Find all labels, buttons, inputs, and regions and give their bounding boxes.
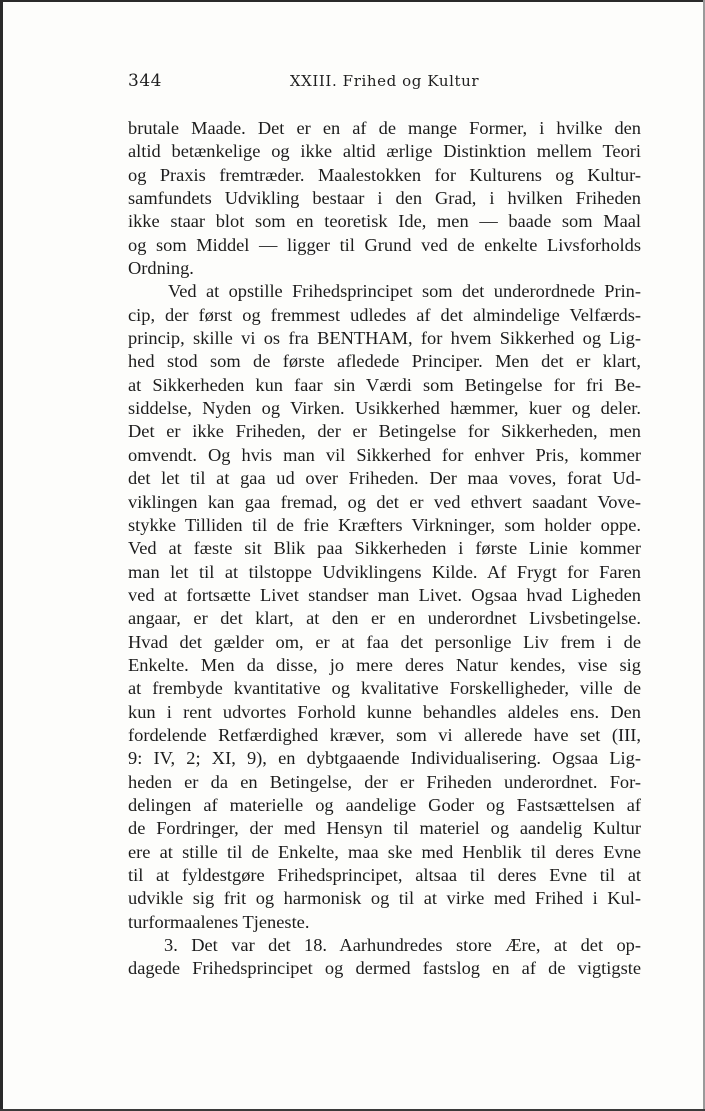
page-number: 344: [128, 71, 162, 91]
text-line: det let til at gaa ud over Friheden. Der maa voves, forat Ud-: [128, 468, 641, 489]
text-line: princip, skille vi os fra BENTHAM, for hvem Sikkerhed og Lig-: [128, 328, 641, 349]
text-line: samfundets Udvikling bestaar i den Grad, i hvilken Friheden: [128, 188, 641, 209]
text-line: cip, der først og fremmest udledes af det almindelige Velfærds-: [128, 304, 641, 325]
text-line: dagede Frihedsprincipet og dermed fastslog en af de vigtigste: [128, 958, 641, 979]
text-line: viklingen kan gaa fremad, og det er ved ethvert saadant Vove-: [128, 491, 641, 512]
text-line: ikke staar blot som en teoretisk Ide, men — baade som Maal: [128, 211, 641, 232]
text-line: Ved at opstille Frihedsprincipet som det underordnede Prin-: [168, 281, 641, 302]
text-line: omvendt. Og hvis man vil Sikkerhed for enhver Pris, kommer: [128, 444, 641, 465]
text-line: Ordning.: [128, 258, 194, 279]
text-line: ved at fortsætte Livet standser man Livet. Ogsaa hvad Ligheden: [128, 584, 641, 605]
text-line: delingen af materielle og aandelige Goder og Fastsættelsen af: [128, 794, 641, 815]
text-line: til at fyldestgøre Frihedsprincipet, altsaa til deres Evne til at: [128, 865, 641, 885]
scan-edge-left: [0, 0, 3, 1111]
page-header: [128, 71, 641, 97]
body-text: [128, 117, 641, 981]
text-line: hed stod som de første afledede Principer. Men det er klart,: [128, 351, 641, 372]
text-line: at Sikkerheden kun faar sin Værdi som Betingelse for fri Be-: [128, 374, 641, 395]
text-line: man let til at tilstoppe Udviklingens Kilde. Af Frygt for Faren: [128, 561, 641, 582]
text-line: udvikle sig frit og harmonisk og til at virke med Frihed i Kul-: [128, 888, 641, 909]
text-line: stykke Tilliden til de frie Kræfters Virkninger, som holder oppe.: [128, 514, 641, 535]
text-line: brutale Maade. Det er en af de mange Former, i hvilke den: [128, 118, 641, 138]
text-line: at frembyde kvantitative og kvalitative Forskelligheder, ville de: [128, 678, 641, 699]
text-line: Ved at fæste sit Blik paa Sikkerheden i første Linie kommer: [128, 538, 641, 559]
text-line: Enkelte. Men da disse, jo mere deres Natur kendes, vise sig: [128, 654, 641, 675]
text-line: 3. Det var det 18. Aarhundredes store Ære, at det op-: [164, 935, 641, 956]
text-line: heden er da en Betingelse, der er Friheden underordnet. For-: [128, 771, 641, 792]
text-line: og som Middel — ligger til Grund ved de enkelte Livsforholds: [128, 234, 641, 255]
text-line: Det er ikke Friheden, der er Betingelse for Sikkerheden, men: [128, 421, 641, 442]
text-line: turformaalenes Tjeneste.: [128, 911, 310, 932]
text-line: Hvad det gælder om, er at faa det personlige Liv frem i de: [128, 631, 641, 652]
text-line: siddelse, Nyden og Virken. Usikkerhed hæmmer, kuer og deler.: [128, 398, 641, 419]
text-line: 9: IV, 2; XI, 9), en dybtgaaende Individualisering. Ogsaa Lig-: [128, 748, 641, 769]
running-head: XXIII. Frihed og Kultur: [289, 72, 480, 90]
text-line: kun i rent udvortes Forhold kunne behandles aldeles ens. Den: [128, 701, 641, 722]
text-line: de Fordringer, der med Hensyn til materiel og aandelig Kultur: [128, 818, 641, 839]
text-line: angaar, er det klart, at den er en underordnet Livsbetingelse.: [128, 608, 641, 629]
text-line: altid betænkelige og ikke altid ærlige Distinktion mellem Teori: [128, 141, 641, 162]
text-line: fordelende Retfærdighed kræver, som vi allerede have set (III,: [128, 724, 641, 745]
scan-edge-top: [0, 0, 705, 2]
text-line: ere at stille til de Enkelte, maa ske med Henblik til deres Evne: [128, 841, 641, 862]
text-line: og Praxis fremtræder. Maalestokken for Kulturens og Kultur-: [128, 164, 641, 185]
